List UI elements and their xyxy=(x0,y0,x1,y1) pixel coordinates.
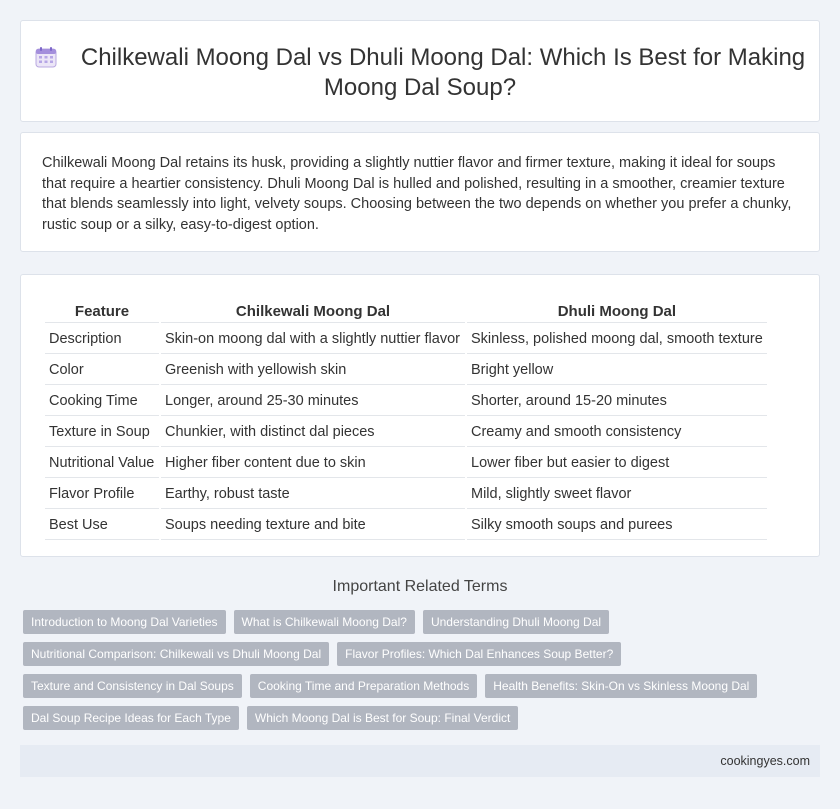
table-row xyxy=(45,325,767,354)
dhuli-cell: Shorter, around 15-20 minutes xyxy=(467,387,767,416)
related-term-tag[interactable]: Nutritional Comparison: Chilkewali vs Dhuli Moong Dal xyxy=(23,642,329,666)
chilkewali-cell: Longer, around 25-30 minutes xyxy=(161,387,465,416)
table-row xyxy=(45,387,767,416)
dhuli-cell: Lower fiber but easier to digest xyxy=(467,449,767,478)
chilkewali-cell: Chunkier, with distinct dal pieces xyxy=(161,418,465,447)
tag-row xyxy=(23,674,813,698)
table-row xyxy=(45,356,767,385)
header-dhuli: Dhuli Moong Dal xyxy=(467,297,767,323)
page-title-wrap xyxy=(21,43,819,103)
footer-bar xyxy=(20,745,820,777)
related-term-tag[interactable]: Health Benefits: Skin-On vs Skinless Moong Dal xyxy=(485,674,757,698)
related-term-tag[interactable]: Understanding Dhuli Moong Dal xyxy=(423,610,609,634)
chilkewali-cell: Earthy, robust taste xyxy=(161,480,465,509)
table-header-row xyxy=(45,297,767,323)
feature-cell: Cooking Time xyxy=(45,387,159,416)
dhuli-cell: Skinless, polished moong dal, smooth texture xyxy=(467,325,767,354)
table-row xyxy=(45,449,767,478)
tag-row xyxy=(23,706,813,730)
related-term-tag[interactable]: Introduction to Moong Dal Varieties xyxy=(23,610,226,634)
comparison-table xyxy=(43,295,769,542)
feature-cell: Texture in Soup xyxy=(45,418,159,447)
feature-cell: Color xyxy=(45,356,159,385)
feature-cell: Description xyxy=(45,325,159,354)
table-row xyxy=(45,511,767,540)
feature-cell: Nutritional Value xyxy=(45,449,159,478)
related-term-tag[interactable]: Cooking Time and Preparation Methods xyxy=(250,674,477,698)
header-chilkewali: Chilkewali Moong Dal xyxy=(161,297,465,323)
chilkewali-cell: Higher fiber content due to skin xyxy=(161,449,465,478)
footer-site-name: cookingyes.com xyxy=(720,754,810,768)
chilkewali-cell: Skin-on moong dal with a slightly nuttier flavor xyxy=(161,325,465,354)
dhuli-cell: Silky smooth soups and purees xyxy=(467,511,767,540)
table-row xyxy=(45,418,767,447)
dhuli-cell: Bright yellow xyxy=(467,356,767,385)
tag-row xyxy=(23,610,813,634)
header-feature: Feature xyxy=(45,297,159,323)
related-term-tag[interactable]: Which Moong Dal is Best for Soup: Final Verdict xyxy=(247,706,518,730)
chilkewali-cell: Soups needing texture and bite xyxy=(161,511,465,540)
tag-row xyxy=(23,642,813,666)
calendar-icon xyxy=(35,46,57,68)
related-terms-heading: Important Related Terms xyxy=(332,578,508,595)
related-term-tag[interactable]: What is Chilkewali Moong Dal? xyxy=(234,610,415,634)
table-row xyxy=(45,480,767,509)
related-term-tag[interactable]: Texture and Consistency in Dal Soups xyxy=(23,674,242,698)
related-terms-tags xyxy=(23,610,813,738)
intro-card xyxy=(20,132,820,252)
feature-cell: Best Use xyxy=(45,511,159,540)
related-term-tag[interactable]: Dal Soup Recipe Ideas for Each Type xyxy=(23,706,239,730)
related-term-tag[interactable]: Flavor Profiles: Which Dal Enhances Soup Better? xyxy=(337,642,621,666)
intro-paragraph: Chilkewali Moong Dal retains its husk, providing a slightly nuttier flavor and firmer texture, making it ideal for soups that require a heartier consistency. Dhuli Moong Dal is hulled and polished, resulting in a smoother, creamier texture that blends seamlessly into light, velvety soups. Choosing between the two depends on whether you prefer a chunky, rustic soup or a silky, easy-to-digest option. xyxy=(42,155,792,233)
comparison-card xyxy=(20,274,820,557)
chilkewali-cell: Greenish with yellowish skin xyxy=(161,356,465,385)
title-card xyxy=(20,20,820,122)
dhuli-cell: Mild, slightly sweet flavor xyxy=(467,480,767,509)
dhuli-cell: Creamy and smooth consistency xyxy=(467,418,767,447)
page-title: Chilkewali Moong Dal vs Dhuli Moong Dal: Which Is Best for Making Moong Dal Soup? xyxy=(80,44,806,101)
feature-cell: Flavor Profile xyxy=(45,480,159,509)
